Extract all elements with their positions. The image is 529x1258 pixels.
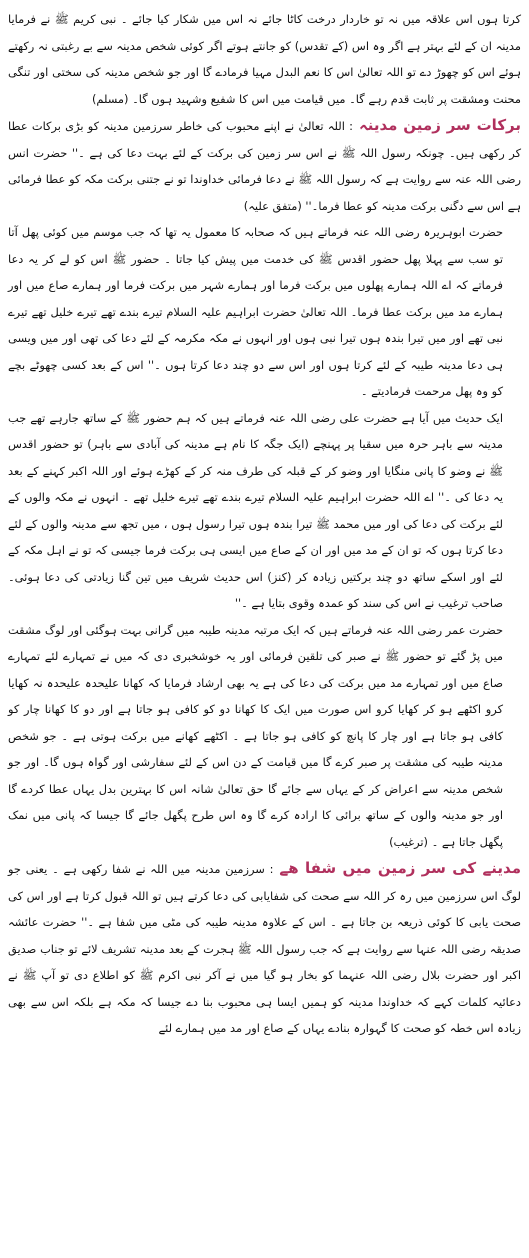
paragraph-abu-hurairah: حضرت ابوہریرہ رضی اللہ عنہ فرماتے ہیں کہ صحابہ کا معمول یہ تھا کہ جب موسم میں کوئی پھل آتا تو سب سے پہلا پھل حضور اقدس ﷺ کی خدمت میں پیش کیا جاتا ۔ حضور ﷺ اس کو لے کر یہ دعا فرماتے کہ اے اللہ ہمارے پھلوں میں برکت فرما اور ہمارے شہر میں برکت فرما اور ہمارے صاع میں اور ہمارے مد میں برکت عطا فرما۔ اللہ تعالیٰ حضرت ابراہیم علیہ السلام تیرے بندے تھے تیرے خلیل تھے تیرے نبی تھے اور میں تیرا بندہ ہوں تیرا نبی ہوں اور انہوں نے مکہ مکرمہ کے لئے دعا کی تھی اور میں ویسی ہی دعا مدینہ طیبہ کے لئے کرتا ہوں اور اس سے دو چند دعا کرتا ہوں ۔'' اس کے بعد کسی چھوٹے بچے کو وہ پھل مرحمت فرمادیتے ۔ (8, 225, 503, 398)
section-heading-barakat: برکات سر زمین مدینہ (358, 116, 522, 134)
section-shifa (8, 855, 521, 1042)
paragraph-hazrat-umar: حضرت عمر رضی اللہ عنہ فرماتے ہیں کہ ایک مرتبہ مدینہ طیبہ میں گرانی بہت ہوگئی اور لوگ مشقت میں پڑ گئے تو حضور ﷺ نے صبر کی تلقین فرمائی اور یہ خوشخبری دی کہ میں نے تمہارے لئے تمہارے صاع میں اور تمہارے مد میں برکت کی دعا کی ہے یہ بھی ارشاد فرمایا کہ کھانا علیحدہ علیحدہ نہ کھایا کرو اکٹھے ہو کر کھایا کرو اس صورت میں ایک کا کھانا دو کو کافی ہو جاتا ہے اور دو کا کھانا چار کو کافی ہو جاتا ہے اور چار کا پانچ کو کافی ہو جاتا ہے ۔ اکٹھے کھانے میں برکت ہوتی ہے ۔ جو شخص مدینہ طیبہ کی مشقت پر صبر کرے گا میں قیامت کے دن اس کے لئے سفارشی اور گواہ ہوں گا۔ اور جو شخص مدینہ سے اعراض کر کے یہاں سے جائے گا حق تعالیٰ شانہ اس کا بہترین بدل یہاں عطا کردے گا اور جو مدینہ والوں کے ساتھ برائی کا ارادہ کرے گا وہ اس طرح پگھل جائے گا جیسا کہ پانی میں نمک پگھل جاتا ہے ۔ (ترغیب) (8, 622, 503, 849)
section-heading-shifa: مدینے کی سر زمین میں شفا ھے (279, 859, 521, 877)
paragraph-madina-sanctity: کرتا ہوں اس علاقہ میں نہ تو خاردار درخت کاٹا جائے نہ اس میں شکار کیا جائے ۔ نبی کریم ﷺ نے فرمایا مدینہ ان کے لئے بہتر ہے اگر وہ اس (کے تقدس) کو جانتے ہوتے اگر کوئی شخص مدینہ سے بے رغبتی نہ رکھتے ہوئے اس کو چھوڑ دے تو اللہ تعالیٰ اس کا نعم البدل مہیا فرمادے گا اور جو شخص مدینہ کی سختی اور تنگی محنت ومشقت پر ثابت قدم رہے گا۔ میں قیامت میں اس کا شفیع وشہید ہوں گا۔ (مسلم) (8, 12, 521, 106)
section-barakat (8, 112, 521, 219)
section-body-barakat: : اللہ تعالیٰ نے اپنے محبوب کی خاطر سرزمین مدینہ کو بڑی برکات عطا کر رکھی ہیں۔ چونکہ رسول اللہ ﷺ نے اس سر زمین کی برکت کے لئے بہت دعا کی ہے ۔'' حضرت انس رضی اللہ عنہ سے روایت ہے کہ رسول اللہ ﷺ نے دعا فرمائی خداوندا تو نے جتنی برکت مکہ کو عطا فرمائی ہے اس سے دگنی برکت مدینہ کو عطا فرما۔'' (متفق علیہ) (8, 119, 521, 213)
paragraph-hazrat-ali: ایک حدیث میں آیا ہے حضرت علی رضی اللہ عنہ فرماتے ہیں کہ ہم حضور ﷺ کے ساتھ جارہے تھے جب مدینہ سے باہر حرہ میں سقیا پر پہنچے (ایک جگہ کا نام ہے مدینہ کی آبادی سے باہر) تو حضور اقدس ﷺ نے وضو کا پانی منگایا اور وضو کر کے قبلہ کی طرف منہ کر کے کھڑے ہوئے اور اللہ اکبر کہنے کے بعد یہ دعا کی ۔'' اے اللہ حضرت ابراہیم علیہ السلام تیرے بندے تھے تیرے خلیل تھے ۔ انہوں نے مکہ والوں کے لئے برکت کی دعا کی اور میں محمد ﷺ تیرا بندہ ہوں تیرا رسول ہوں ، میں تجھ سے مدینہ والوں کے لئے دعا کرتا ہوں کہ تو ان کے مد میں اور ان کے صاع میں ایسی ہی برکت فرما جیسی کہ تو نے اہل مکہ کے لئے اور اسکے ساتھ دو چند برکتیں زیادہ کر (کنز) اس حدیث شریف میں تین گنا زیادتی کی دعا ہوئی۔ صاحب ترغیب نے اس کی سند کو عمدہ وقوی بتایا ہے ۔'' (8, 410, 503, 610)
section-body-shifa: : سرزمین مدینہ میں اللہ نے شفا رکھی ہے ۔ یعنی جو لوگ اس سرزمین میں رہ کر اللہ سے صحت کی شفایابی کی دعا کرتے ہیں تو اللہ قبول کرتا ہے اور اس کی صحت یابی کا کوئی ذریعہ بن جاتا ہے ۔ اس کے علاوہ مدینہ طیبہ کی مٹی میں شفا ہے ۔'' حضرت عائشہ صدیقہ رضی اللہ عنہا سے روایت ہے کہ جب رسول اللہ ﷺ ہجرت کے بعد مدینہ تشریف لائے تو جناب صدیق اکبر اور حضرت بلال رضی اللہ عنہما کو بخار ہو گیا میں نے آکر نبی اکرم ﷺ کو اطلاع دی تو آپ ﷺ نے دعائیہ کلمات کہے کہ خداوندا مدینہ کو ہمیں ایسا ہی محبوب بنا دے جیسا کہ مکہ ہے بلکہ اس سے بھی زیادہ اس خطہ کو صحت کا گہوارہ بنادے یہاں کے صاع اور مد میں ہمارے لئے (8, 862, 521, 1035)
